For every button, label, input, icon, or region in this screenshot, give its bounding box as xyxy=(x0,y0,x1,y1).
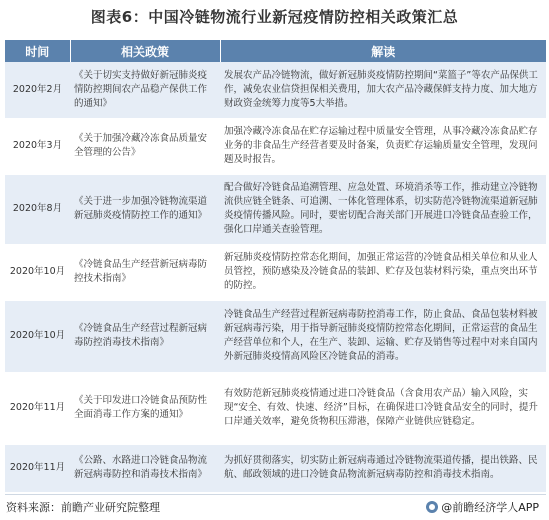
row-policy: 《公路、水路进口冷链食品物流新冠病毒防控和消毒技术指南》 xyxy=(70,444,220,492)
row-policy: 《关于进一步加强冷链物流渠道新冠肺炎疫情防控工作的通知》 xyxy=(70,174,220,244)
row-date: 2020年11月 xyxy=(5,444,70,492)
table-row xyxy=(5,300,546,372)
row-policy: 《关于印发进口冷链食品预防性全面消毒工作方案的通知》 xyxy=(70,372,220,444)
row-policy: 《关于切实支持做好新冠肺炎疫情防控期间农产品稳产保供工作的通知》 xyxy=(70,62,220,118)
row-date: 2020年10月 xyxy=(5,244,70,300)
row-policy: 《冷链食品生产经营新冠病毒防控技术指南》 xyxy=(70,244,220,300)
row-policy: 《关于加强冷藏冷冻食品质量安全管理的公告》 xyxy=(70,118,220,174)
table-row xyxy=(5,62,546,118)
row-interpretation: 配合做好冷链食品追溯管理、应急处置、环境消杀等工作，推动建立冷链物流供应链全链条、可追溯、一体化管理体系，切实防范冷链物流渠道新冠肺炎疫情传播风险。同时，要密切配合海关部门开展进口冷链食品查验工作，强化口岸通关查验管理。 xyxy=(220,174,546,244)
footer xyxy=(0,496,549,520)
table-row xyxy=(5,444,546,492)
table-header-row xyxy=(5,40,546,62)
column-header-interpretation: 解读 xyxy=(220,40,546,62)
row-interpretation: 加强冷藏冷冻食品在贮存运输过程中质量安全管理，从事冷藏冷冻食品贮存业务的非食品生产经营者要及时备案，负责贮存运输质量安全管理，发现问题及时报告。 xyxy=(220,118,546,174)
table-row xyxy=(5,244,546,300)
row-date: 2020年2月 xyxy=(5,62,70,118)
row-interpretation: 冷链食品生产经营过程新冠病毒防控消毒工作，防止食品、食品包装材料被新冠病毒污染，用于指导新冠肺炎疫情防控常态化期间，正常运营的食品生产经营单位和个人，在生产、装卸、运输、贮存及销售等过程中对来自国内外新冠肺炎疫情高风险区冷链食品的消毒。 xyxy=(220,300,546,372)
row-interpretation: 发展农产品冷链物流，做好新冠肺炎疫情防控期间“菜篮子”等农产品保供工作，减免农业信贷担保相关费用，加大农产品冷藏保鲜支持力度、加大地方财政资金统筹力度等5大举措。 xyxy=(220,62,546,118)
row-date: 2020年3月 xyxy=(5,118,70,174)
table-row xyxy=(5,118,546,174)
table-row xyxy=(5,372,546,444)
row-interpretation: 为抓好贯彻落实，切实防止新冠病毒通过冷链物流渠道传播，提出铁路、民航、邮政领域的进口冷链食品物流新冠病毒防控和消毒技术指南。 xyxy=(220,444,546,492)
footer-divider xyxy=(5,494,546,495)
brand-credit xyxy=(426,499,539,515)
row-interpretation: 有效防范新冠肺炎疫情通过进口冷链食品（含食用农产品）输入风险，实现“安全、有效、快速、经济”目标，在确保进口冷链食品安全的同时，提升口岸通关效率，避免货物积压滞港，保障产业链供应链稳定。 xyxy=(220,372,546,444)
column-header-policy: 相关政策 xyxy=(70,40,220,62)
row-date: 2020年8月 xyxy=(5,174,70,244)
brand-logo-icon xyxy=(426,501,438,513)
row-date: 2020年11月 xyxy=(5,372,70,444)
policy-table xyxy=(5,40,546,493)
table-row xyxy=(5,174,546,244)
row-interpretation: 新冠肺炎疫情防控常态化期间，加强正常运营的冷链食品相关单位和从业人员管控，预防感染及冷链食品的装卸、贮存及包装材料污染，重点突出环节的防控。 xyxy=(220,244,546,300)
page-title: 图表6：中国冷链物流行业新冠疫情防控相关政策汇总 xyxy=(90,8,459,26)
source-note: 资料来源：前瞻产业研究院整理 xyxy=(6,501,160,514)
column-header-date: 时间 xyxy=(5,40,70,62)
row-date: 2020年10月 xyxy=(5,300,70,372)
brand-label: @前瞻经济学人APP xyxy=(441,501,539,514)
row-policy: 《冷链食品生产经营过程新冠病毒防控消毒技术指南》 xyxy=(70,300,220,372)
